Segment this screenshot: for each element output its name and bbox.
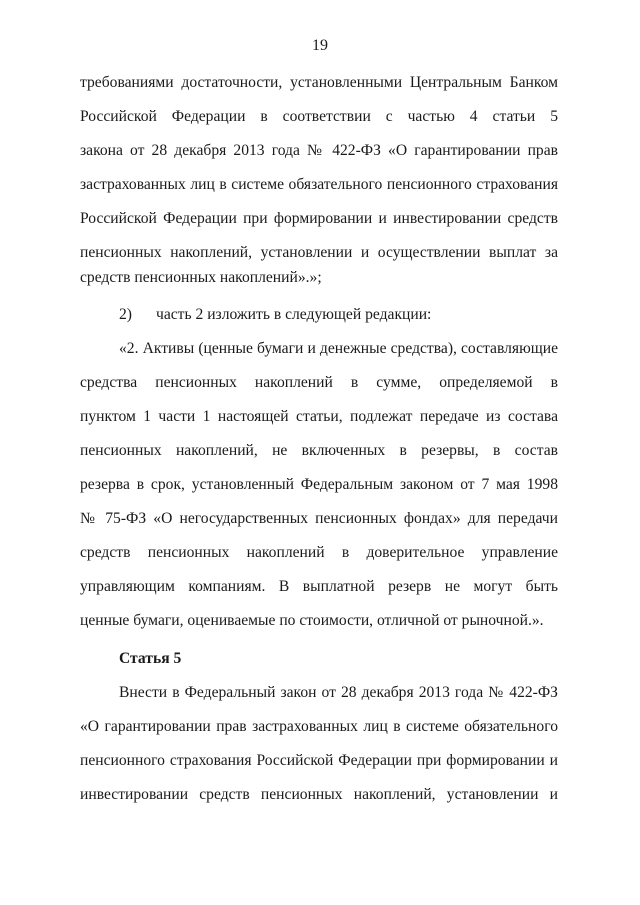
- paragraph-line: резерва в срок, установленный Федеральным законом от 7 мая 1998: [80, 476, 558, 493]
- paragraph-line: «О гарантировании прав застрахованных лиц в системе обязательного: [80, 718, 558, 735]
- paragraph-line: Российской Федерации при формировании и инвестировании средств: [80, 210, 558, 227]
- page-number: 19: [312, 37, 328, 54]
- paragraph-line: ценные бумаги, оцениваемые по стоимости, отличной от рыночной.».: [80, 612, 544, 629]
- list-item-text: часть 2 изложить в следующей редакции:: [156, 306, 432, 323]
- paragraph-line: средства пенсионных накоплений в сумме, определяемой в: [80, 374, 558, 391]
- article-heading: Статья 5: [119, 650, 182, 667]
- paragraph-line: закона от 28 декабря 2013 года № 422-ФЗ «О гарантировании прав: [80, 142, 558, 159]
- paragraph-line: «2. Активы (ценные бумаги и денежные средства), составляющие: [119, 340, 558, 357]
- paragraph-line: пунктом 1 части 1 настоящей статьи, подлежат передаче из состава: [80, 408, 558, 425]
- list-item-number: 2): [119, 306, 132, 323]
- paragraph-line: средств пенсионных накоплений в доверительное управление: [80, 544, 558, 561]
- paragraph-line: Внести в Федеральный закон от 28 декабря 2013 года № 422-ФЗ: [119, 684, 558, 701]
- paragraph-line: пенсионных накоплений, установлении и осуществлении выплат за: [80, 244, 558, 261]
- paragraph-line: управляющим компаниям. В выплатной резерв не могут быть: [80, 578, 558, 595]
- paragraph-line: пенсионных накоплений, не включенных в резервы, в состав: [80, 442, 558, 459]
- paragraph-line: № 75-ФЗ «О негосударственных пенсионных фондах» для передачи: [80, 510, 558, 527]
- paragraph-line: застрахованных лиц в системе обязательного пенсионного страхования: [80, 176, 558, 193]
- paragraph-line: требованиями достаточности, установленными Центральным Банком: [80, 74, 558, 91]
- paragraph-line: пенсионного страхования Российской Федерации при формировании и: [80, 752, 558, 769]
- paragraph-line: инвестировании средств пенсионных накоплений, установлении и: [80, 786, 558, 803]
- paragraph-line: средств пенсионных накоплений».»;: [80, 269, 322, 286]
- paragraph-line: Российской Федерации в соответствии с частью 4 статьи 5: [80, 108, 558, 125]
